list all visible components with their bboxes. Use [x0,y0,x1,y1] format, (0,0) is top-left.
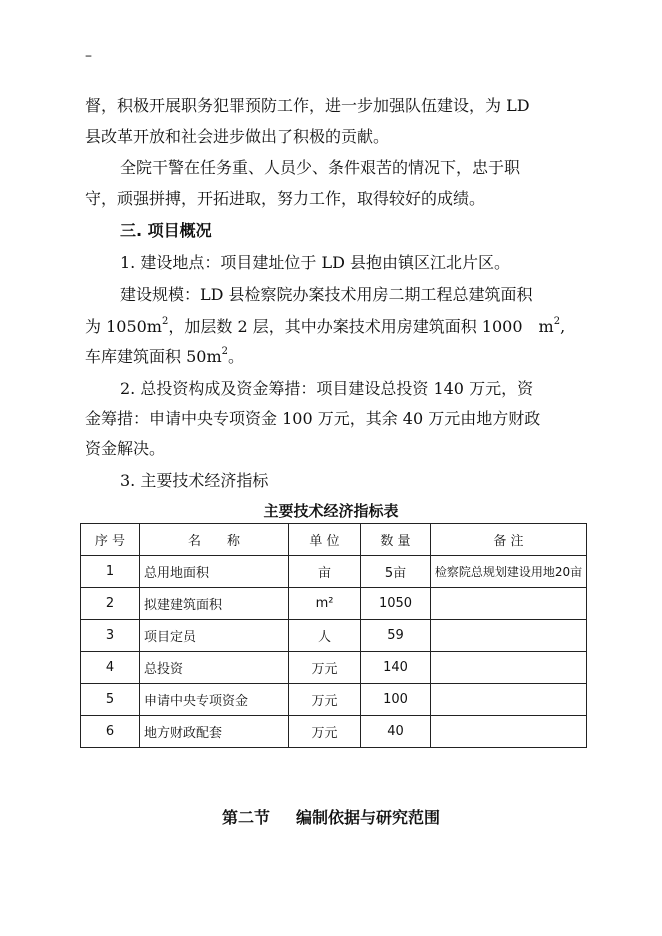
table-row [81,620,587,652]
paragraph-line: 1. 建设地点：项目建址位于 LD 县抱由镇区江北片区。 [120,253,510,272]
paragraph-line: 督，积极开展职务犯罪预防工作，进一步加强队伍建设，为 LD [85,96,530,115]
cell-note [431,684,587,716]
superscript: 2 [553,315,561,327]
text-run: , [560,317,566,336]
text-run: ，加层数 2 层，其中办案技术用房建筑面积 1000 m [168,317,554,336]
text-run: 车库建筑面积 50m [85,347,222,366]
cell-no: 2 [81,588,140,620]
cell-unit: 万元 [289,684,361,716]
paragraph-line: 守，顽强拼搏，开拓进取，努力工作，取得较好的成绩。 [85,189,486,208]
table-row [81,716,587,748]
superscript: 2 [161,315,169,327]
text-run: 为 1050m [85,317,162,336]
table-row [81,556,587,588]
cell-name: 申请中央专项资金 [140,684,289,716]
header-cell-name: 名 称 [140,524,289,556]
cell-unit: 人 [289,620,361,652]
table-row [81,588,587,620]
metrics-table [80,523,587,748]
text-run: 。 [228,347,245,366]
cell-no: 1 [81,556,140,588]
paragraph-line: 县改革开放和社会进步做出了积极的贡献。 [85,127,390,146]
header-cell-note: 备 注 [431,524,587,556]
cell-no: 3 [81,620,140,652]
cell-qty: 59 [361,620,431,652]
section-heading [0,806,662,830]
cell-note [431,716,587,748]
table-row [81,652,587,684]
paragraph-line: 建设规模：LD 县检察院办案技术用房二期工程总建筑面积 [120,285,533,304]
cell-name: 拟建建筑面积 [140,588,289,620]
cell-note [431,652,587,684]
cell-qty: 40 [361,716,431,748]
paragraph-line: 3. 主要技术经济指标 [120,471,269,490]
cell-unit: 万元 [289,716,361,748]
cell-qty: 140 [361,652,431,684]
header-cell-qty: 数 量 [361,524,431,556]
cell-note: 检察院总规划建设用地20亩 [431,556,587,588]
cell-name: 地方财政配套 [140,716,289,748]
cell-unit: 万元 [289,652,361,684]
paragraph-line [85,345,585,369]
cell-note [431,588,587,620]
cell-qty: 1050 [361,588,431,620]
cell-qty: 5亩 [361,556,431,588]
cell-qty: 100 [361,684,431,716]
superscript: 2 [221,345,228,357]
paragraph-line: 资金解决。 [85,439,166,458]
cell-note [431,620,587,652]
cell-unit: 亩 [289,556,361,588]
section-number: 第二节 [221,808,270,827]
cell-no: 6 [81,716,140,748]
cell-name: 总用地面积 [140,556,289,588]
paragraph-line [85,315,585,339]
header-mark: – [85,48,92,64]
paragraph-line: 金筹措：申请中央专项资金 100 万元，其余 40 万元由地方财政 [85,409,541,428]
cell-no: 5 [81,684,140,716]
cell-unit: m² [289,588,361,620]
section-title: 编制依据与研究范围 [296,808,441,827]
cell-name: 项目定员 [140,620,289,652]
cell-no: 4 [81,652,140,684]
section-heading-3: 三. 项目概况 [120,221,212,240]
header-cell-no: 序 号 [81,524,140,556]
table-title: 主要技术经济指标表 [263,502,399,520]
header-cell-unit: 单 位 [289,524,361,556]
paragraph-line: 2. 总投资构成及资金筹措：项目建设总投资 140 万元，资 [120,379,534,398]
paragraph-line: 全院干警在任务重、人员少、条件艰苦的情况下，忠于职 [120,158,521,177]
table-row [81,684,587,716]
table-header-row [81,524,587,556]
cell-name: 总投资 [140,652,289,684]
